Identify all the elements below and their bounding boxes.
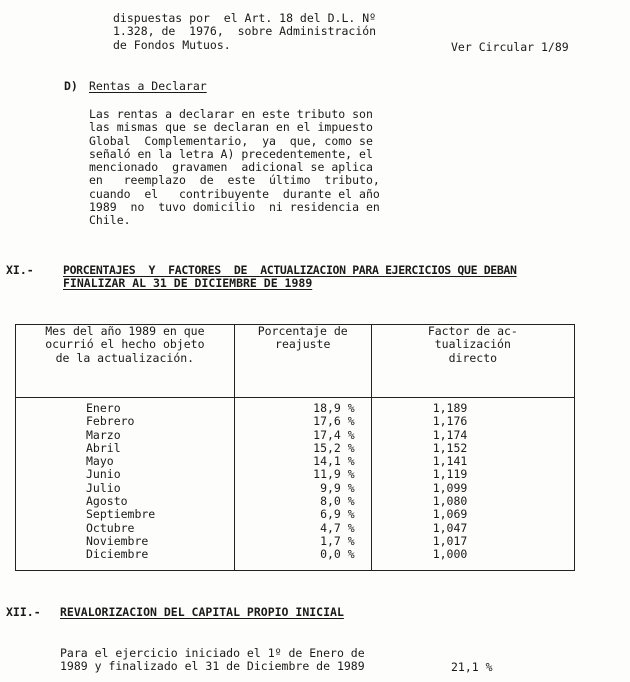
factor-cell: 1,047 (432, 520, 468, 535)
factor-cell: 1,017 (432, 533, 468, 548)
title-line: PORCENTAJES Y FACTORES DE ACTUALIZACION PARA EJERCICIOS QUE DEBAN (63, 263, 517, 277)
factor-cell: 1,000 (432, 547, 468, 562)
text-line: de Fondos Mutuos. (113, 37, 231, 52)
text-line: Global Complementario, ya que, como se (89, 133, 373, 148)
text-line: 1989 y finalizado el 31 de Diciembre de 1989 (60, 659, 365, 674)
month-cell: Septiembre (86, 507, 156, 522)
revaluation-percentage: 21,1 % (451, 660, 493, 674)
month-cell: Octubre (86, 520, 135, 535)
month-cell: Diciembre (86, 547, 149, 562)
month-cell: Abril (86, 440, 121, 455)
percentage-cell: 6,9 % (320, 507, 355, 522)
section-d-paragraph (89, 108, 380, 228)
text-line: dispuestas por el Art. 18 del D.L. Nº (113, 11, 377, 25)
text-line: señaló en la letra A) precedentemente, el (89, 146, 373, 161)
percentage-column (234, 398, 371, 571)
percentage-cell: 0,0 % (320, 547, 355, 562)
factor-cell: 1,119 (432, 467, 468, 482)
header-factor: Factor de ac- tualización directo (371, 325, 574, 398)
text-line: Chile. (89, 213, 131, 228)
section-xii-paragraph (60, 647, 365, 674)
month-cell: Junio (86, 467, 121, 482)
month-cell: Enero (86, 401, 121, 415)
factor-column (371, 398, 574, 571)
section-d-title: Rentas a Declarar (89, 79, 207, 93)
factor-cell: 1,174 (432, 427, 468, 442)
text-line: Para el ejercicio iniciado el 1º de Enero de (60, 646, 365, 660)
percentage-cell: 1,7 % (320, 533, 355, 548)
factor-cell: 1,189 (432, 401, 468, 415)
month-cell: Noviembre (86, 533, 149, 548)
text-line: mencionado gravamen adicional se aplica (89, 160, 373, 175)
month-column (16, 398, 235, 571)
section-xi-number: XI.- (6, 263, 34, 277)
percentage-cell: 4,7 % (320, 520, 355, 535)
percentage-cell: 9,9 % (320, 480, 355, 495)
factor-cell: 1,069 (432, 507, 468, 522)
month-cell: Agosto (86, 494, 128, 509)
percentage-cell: 14,1 % (313, 454, 355, 469)
actualization-table (15, 324, 575, 571)
month-cell: Mayo (86, 454, 114, 469)
factor-cell: 1,176 (432, 414, 468, 429)
percentage-cell: 15,2 % (313, 440, 355, 455)
month-cell: Julio (86, 480, 121, 495)
month-cell: Marzo (86, 427, 121, 442)
percentage-cell: 18,9 % (313, 401, 355, 415)
top-paragraph (113, 12, 376, 52)
header-percentage: Porcentaje de reajuste (234, 325, 371, 398)
circular-reference: Ver Circular 1/89 (451, 40, 569, 54)
text-line: cuando el contribuyente durante el año (89, 186, 380, 201)
section-xi-title (63, 264, 517, 291)
section-xii-number: XII.- (6, 605, 41, 619)
section-xii-title: REVALORIZACION DEL CAPITAL PROPIO INICIAL (60, 605, 344, 619)
header-month: Mes del año 1989 en que ocurrió el hecho objeto de la actualización. (16, 325, 235, 398)
percentage-cell: 11,9 % (313, 467, 355, 482)
percentage-cell: 17,4 % (313, 427, 355, 442)
factor-cell: 1,099 (432, 480, 468, 495)
table-body-row (16, 398, 575, 571)
text-line: las mismas que se declaran en el impuesto (89, 120, 373, 135)
factor-cell: 1,152 (432, 440, 468, 455)
text-line: 1.328, de 1976, sobre Administración (113, 24, 377, 39)
table-header-row (16, 325, 575, 398)
title-line: FINALIZAR AL 31 DE DICIEMBRE DE 1989 (63, 276, 313, 291)
month-cell: Febrero (86, 414, 135, 429)
percentage-cell: 17,6 % (313, 414, 355, 429)
text-line: en reemplazo de este último tributo, (89, 173, 380, 188)
section-d-label: D) (64, 79, 78, 93)
percentage-cell: 8,0 % (320, 494, 355, 509)
text-line: Las rentas a declarar en este tributo son (89, 107, 373, 121)
text-line: 1989 no tuvo domicilio ni residencia en (89, 200, 380, 215)
factor-cell: 1,080 (432, 494, 468, 509)
factor-cell: 1,141 (432, 454, 468, 469)
